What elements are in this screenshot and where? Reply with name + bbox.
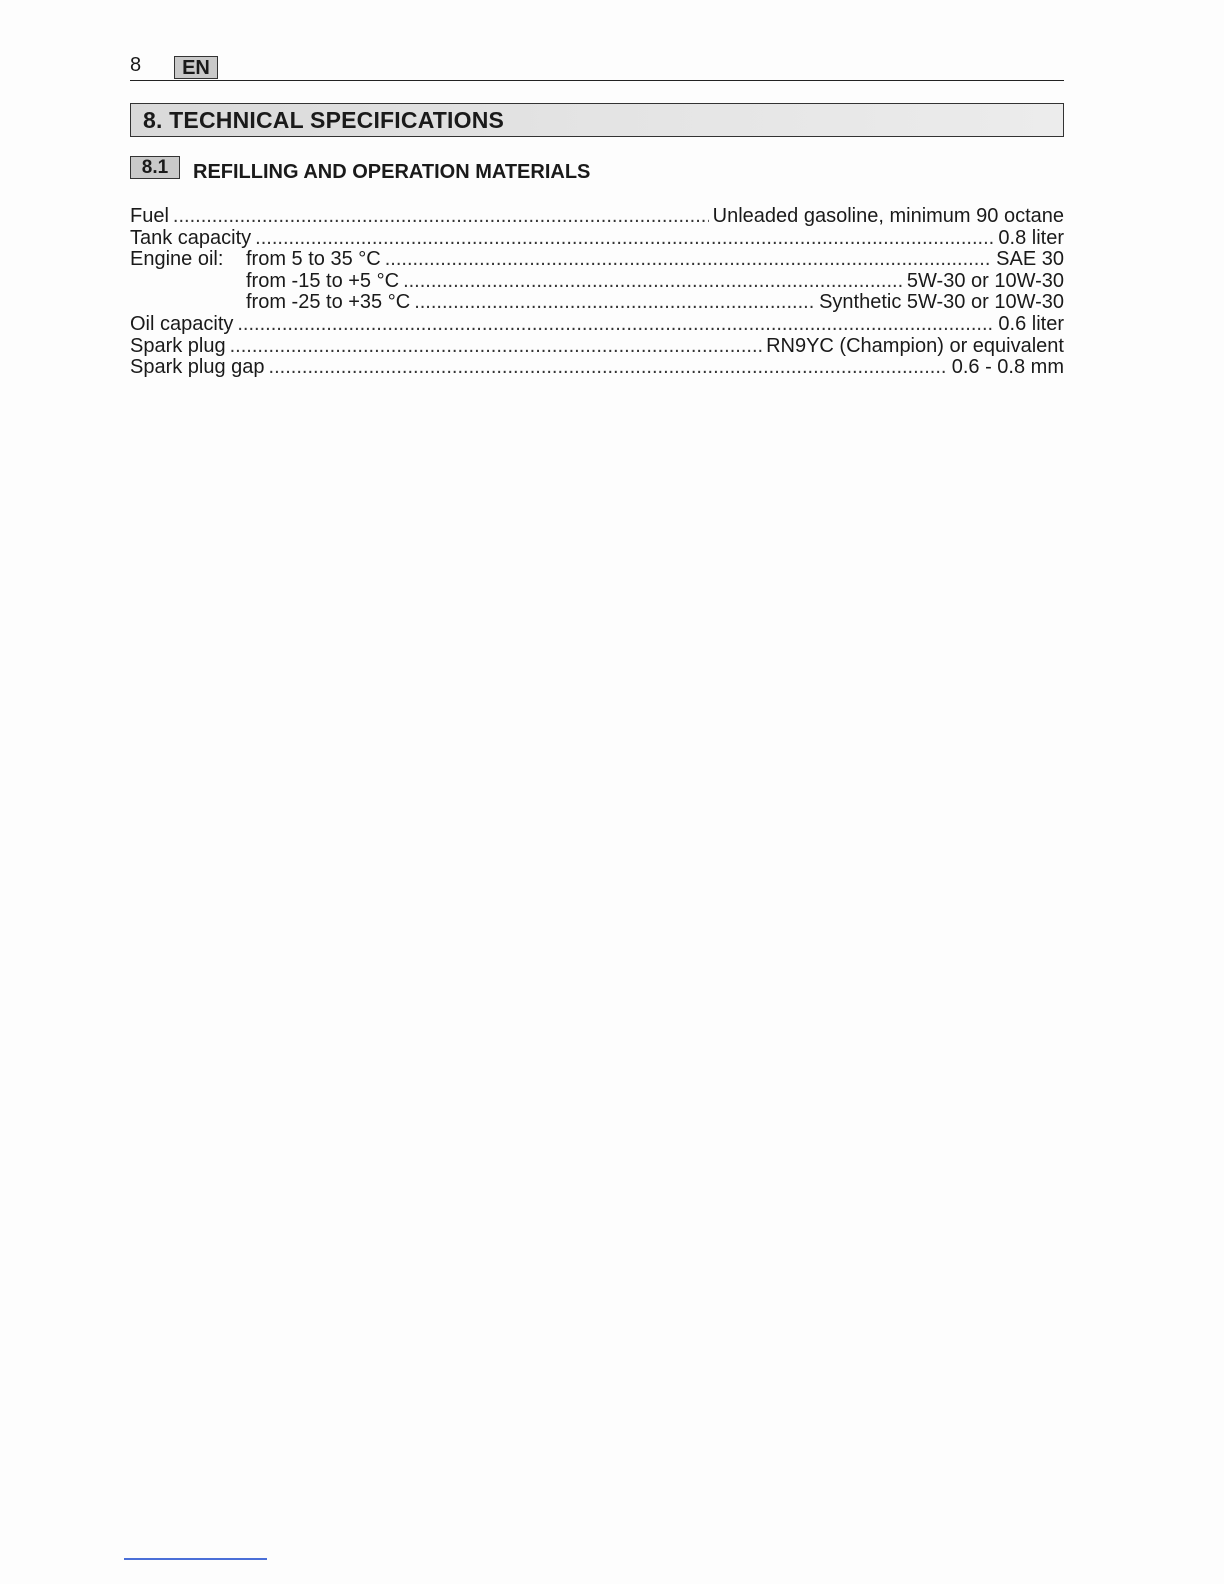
dot-leader xyxy=(269,357,948,379)
section-heading-bar xyxy=(130,103,1064,137)
spec-label: Engine oil: xyxy=(130,248,224,271)
spec-value: 0.8 liter xyxy=(998,226,1064,249)
dot-leader xyxy=(255,228,994,250)
spec-row-engine-oil xyxy=(130,249,1064,271)
spec-condition: from -15 to +5 °C xyxy=(246,269,400,292)
page-header xyxy=(130,52,1064,81)
page-number: 8 xyxy=(130,54,142,76)
dot-leader xyxy=(230,336,762,358)
spec-row-spark-plug xyxy=(130,336,1064,358)
spec-row-engine-oil-cold xyxy=(130,271,1064,293)
section-title: 8. TECHNICAL SPECIFICATIONS xyxy=(143,107,505,133)
spec-label: Oil capacity xyxy=(130,312,234,335)
language-badge: EN xyxy=(174,56,218,79)
dot-leader xyxy=(414,292,815,314)
spec-value: SAE 30 xyxy=(996,248,1064,271)
spec-value: Synthetic 5W-30 or 10W-30 xyxy=(819,291,1064,314)
spec-label: Spark plug xyxy=(130,334,226,357)
spec-row-spark-plug-gap xyxy=(130,357,1064,379)
dot-leader xyxy=(403,271,903,293)
spec-list xyxy=(130,206,1064,379)
spec-label: Tank capacity xyxy=(130,226,252,249)
spec-row-engine-oil-synthetic xyxy=(130,292,1064,314)
spec-row-tank-capacity xyxy=(130,228,1064,250)
spec-label: Fuel xyxy=(130,205,169,227)
spec-value: 0.6 - 0.8 mm xyxy=(951,356,1064,379)
bottom-rule xyxy=(124,1558,267,1560)
spec-condition: from -25 to +35 °C xyxy=(246,291,411,314)
dot-leader xyxy=(385,249,992,271)
spec-row-fuel xyxy=(130,206,1064,228)
spec-condition: from 5 to 35 °C xyxy=(246,248,381,271)
subsection-number-badge: 8.1 xyxy=(130,156,180,179)
dot-leader xyxy=(173,206,709,228)
spec-value: 5W-30 or 10W-30 xyxy=(906,269,1064,292)
spec-label: Spark plug gap xyxy=(130,356,265,379)
spec-row-oil-capacity xyxy=(130,314,1064,336)
subsection-title: REFILLING AND OPERATION MATERIALS xyxy=(193,161,591,183)
spec-value: 0.6 liter xyxy=(998,312,1064,335)
spec-value: Unleaded gasoline, minimum 90 octane xyxy=(712,205,1064,227)
spec-value: RN9YC (Champion) or equivalent xyxy=(766,334,1064,357)
dot-leader xyxy=(237,314,994,336)
